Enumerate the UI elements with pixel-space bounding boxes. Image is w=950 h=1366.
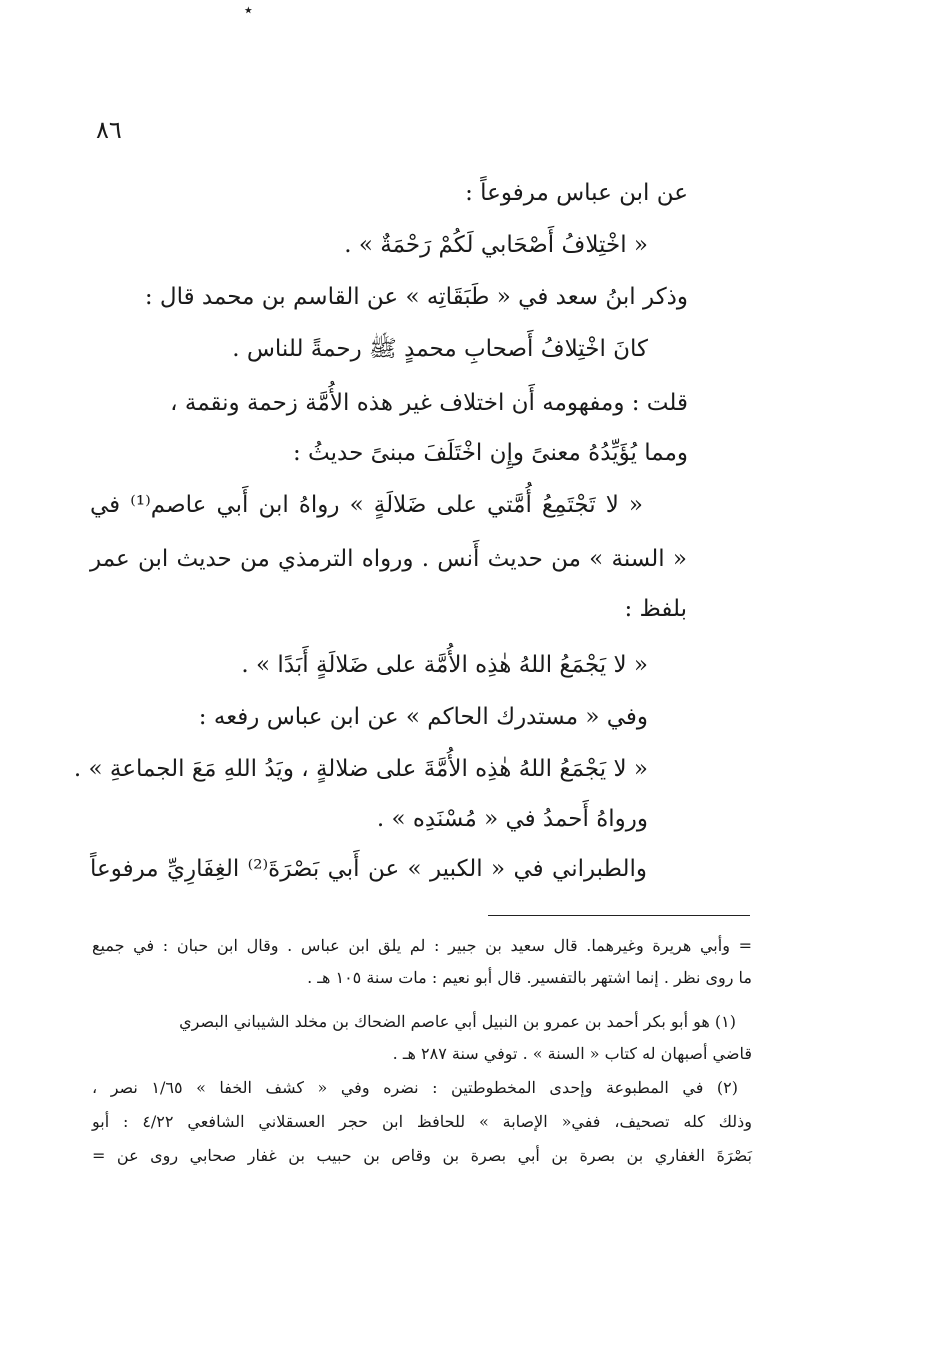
body-line: « لا يَجْمَعُ اللهُ هٰذِه الأُمَّة على ضَلالَةٍ أَبَدًا » . [241,652,648,678]
footnote-separator [488,915,750,916]
footnote-line: = وأبي هريرة وغيرهما. قال سعيد بن جبير : لم يلق ابن عباس . وقال ابن حبان : في جميع [92,936,752,955]
page-number: ٨٦ [96,116,122,144]
footnote-line: بَصْرَةَ الغفاري بن بصرة بن أبي بصرة بن وقاص بن حبيب بن غفار صحابي روى عن = [92,1146,752,1165]
ink-mark: ٭ [244,0,253,19]
body-line: وفي « مستدرك الحاكم » عن ابن عباس رفعه : [198,704,648,730]
body-line: « اخْتِلافُ أَصْحَابي لَكُمْ رَحْمَةٌ » . [344,232,648,258]
body-line: بلفظ : [624,596,687,622]
footnote-line: قاضي أصبهان له كتاب « السنة » . توفي سنة ٢٨٧ هـ . [392,1044,752,1063]
body-line: كانَ اخْتِلافُ أَصحابِ محمدٍ ﷺ رحمةً للناس . [232,336,648,362]
body-line: « لا يَجْمَعُ اللهُ هٰذِه الأُمَّةَ على ضلالةٍ ، ويَدُ اللهِ مَعَ الجماعةِ » . [73,756,648,782]
body-line: والطبراني في « الكبير » عن أَبي بَصْرَةَ⁽²⁾ الغِفَارِيِّ مرفوعاً [90,856,647,882]
footnote-line: (٢) في المطبوعة وإحدى المخطوطتين : نضره وفي « كشف الخفا » ١/٦٥ نصر ، [92,1078,738,1097]
body-line: ومما يُؤَيِّدُهُ معنىً وإِن اخْتَلَفَ مبنىً حديثُ : [293,440,688,466]
body-line: ورواهُ أَحمدُ في « مُسْنَدِه » . [376,806,648,832]
body-line: قلت : ومفهومه أَن اختلاف غير هذه الأُمَّة زحمة ونقمة ، [170,390,688,416]
footnote-line: (١) هو أبو بكر أحمد بن عمرو بن النبيل أبي عاصم الضحاك بن مخلد الشيباني البصري [179,1012,736,1031]
footnote-line: وذلك كله تصحيف، ففي« الإصابة » للحافظ ابن حجر العسقلاني الشافعي ٤/٢٢ : أبو [92,1112,752,1131]
body-line: « لا تَجْتَمِعُ أُمَّتي على ضَلالَةٍ » رواهُ ابن أَبي عاصم⁽¹⁾ في [90,492,644,518]
body-line: عن ابن عباس مرفوعاً : [465,180,688,206]
body-line: وذكر ابنُ سعد في « طَبَقَاتِه » عن القاسم بن محمد قال : [144,284,688,310]
footnote-line: ما روى نظر . إنما اشتهر بالتفسير. قال أبو نعيم : مات سنة ١٠٥ هـ . [307,968,752,987]
body-line: « السنة » من حديث أَنس . ورواه الترمذي من حديث ابن عمر [90,546,687,572]
